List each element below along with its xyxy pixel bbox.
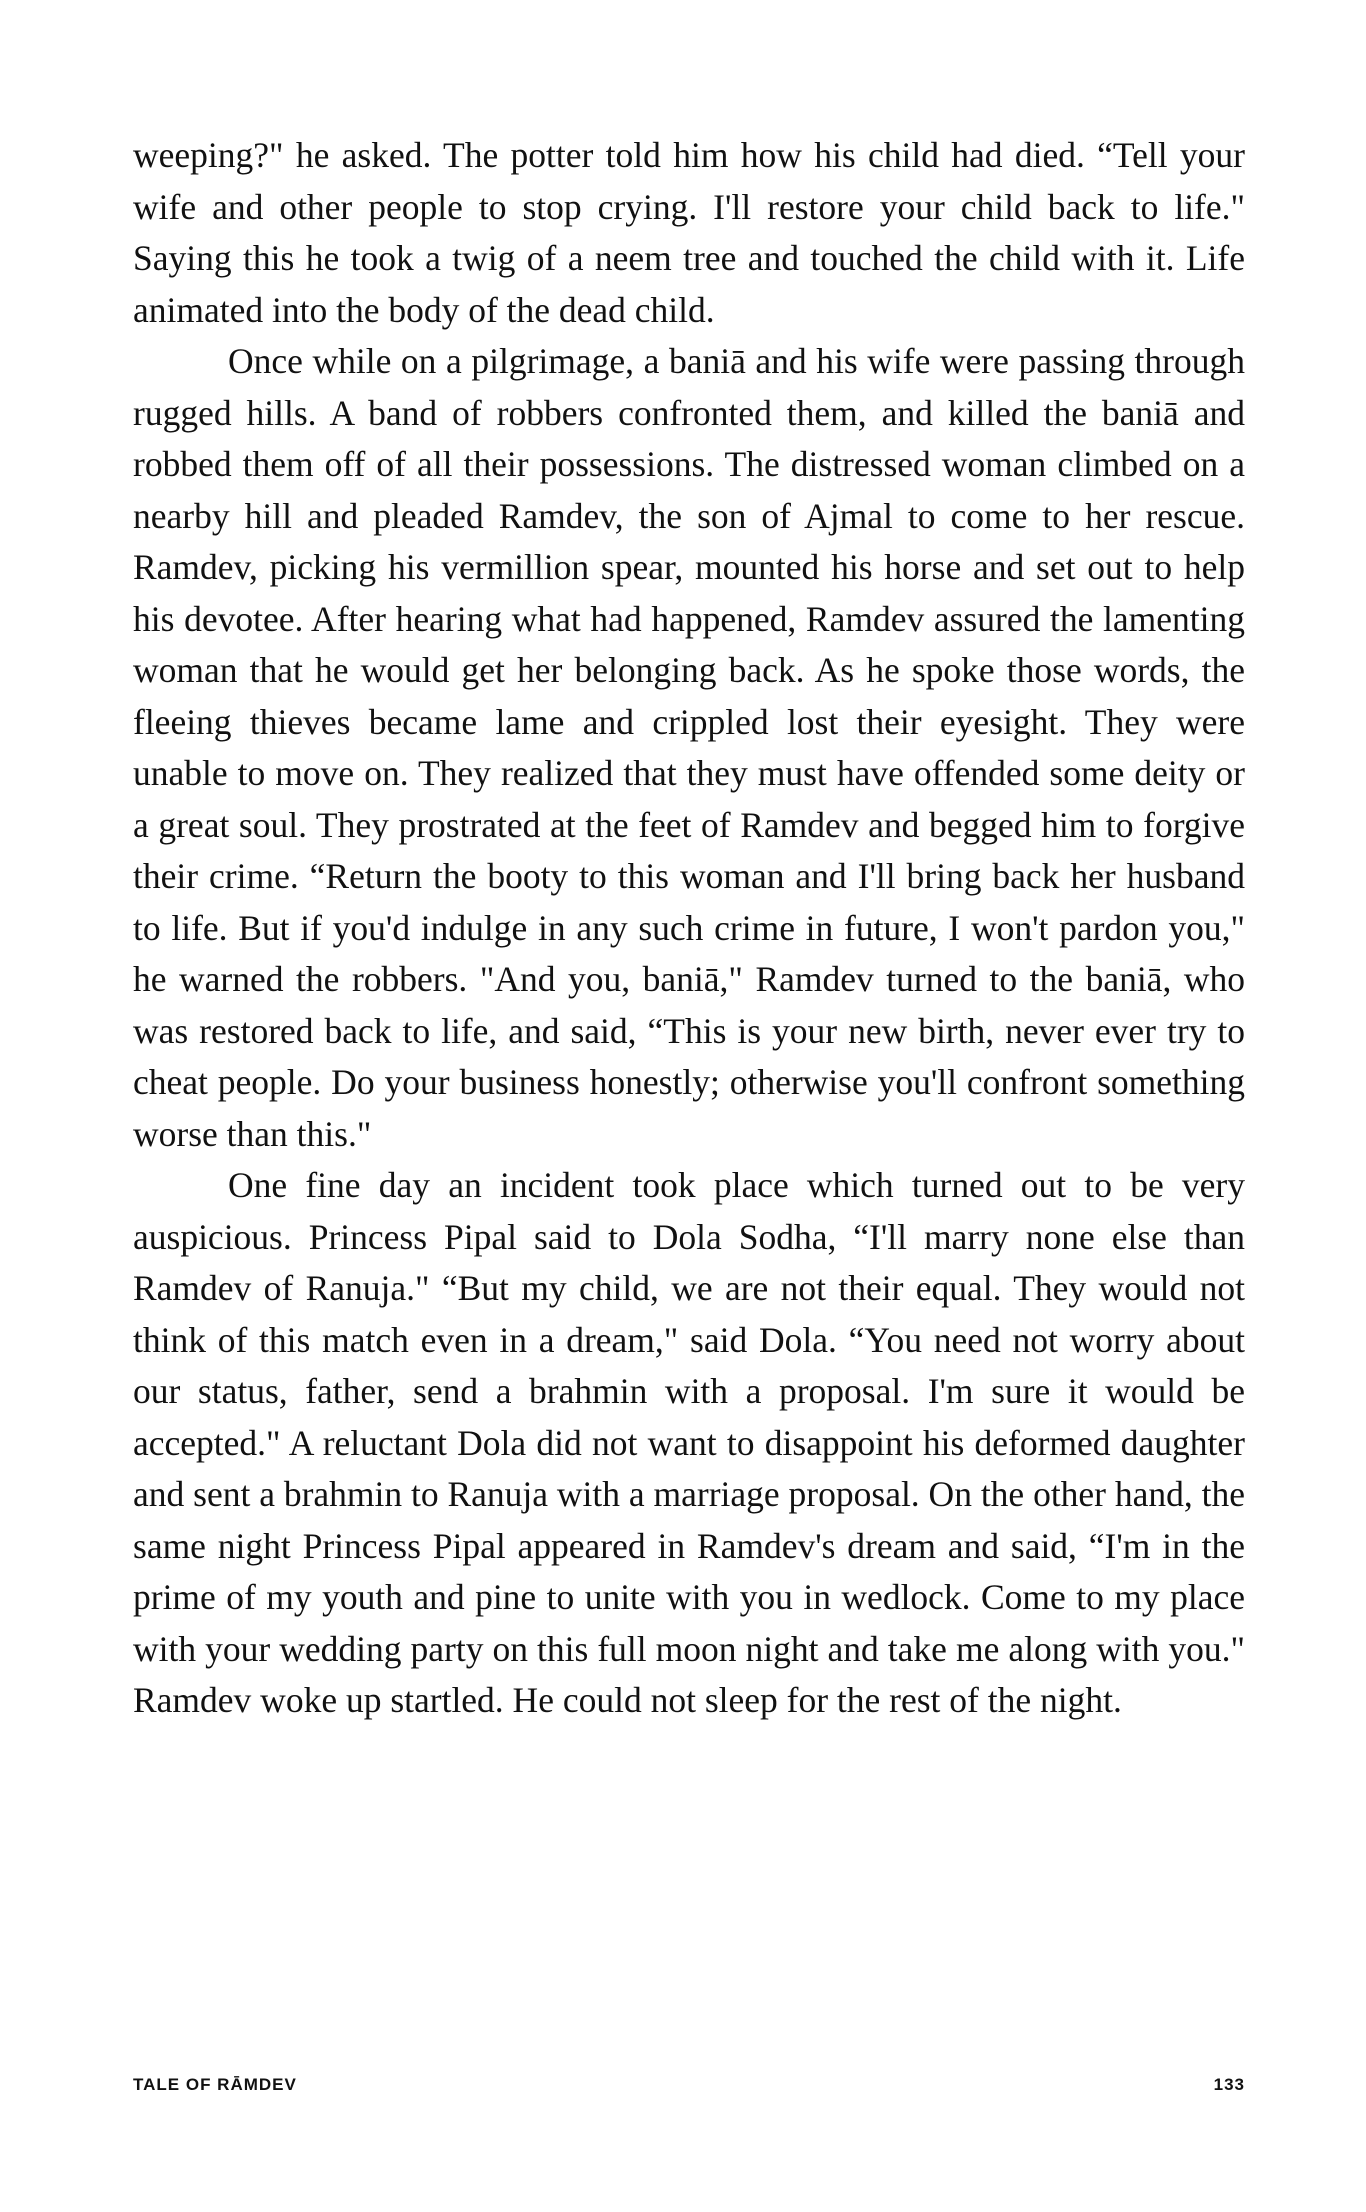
running-footer-title: TALE OF RĀMDEV <box>133 2075 297 2094</box>
page-body <box>133 130 1245 1727</box>
page-number: 133 <box>1213 2075 1245 2094</box>
paragraph-1: weeping?" he asked. The potter told him how his child had died. “Tell your wife and other people to stop crying. I'll restore your child back to life." Saying this he took a twig of a neem tree and touched the child with it. Life animated into the body of the dead child. <box>133 135 1245 330</box>
page-footer <box>133 2075 1245 2105</box>
paragraph-2: Once while on a pilgrimage, a baniā and his wife were passing through rugged hills. A band of robbers confronted them, and killed the baniā and robbed them off of all their possessions. The distressed woman climbed on a nearby hill and pleaded Ramdev, the son of Ajmal to come to her rescue. Ramdev, picking his vermillion spear, mounted his horse and set out to help his devotee. After hearing what had happened, Ramdev assured the lamenting woman that he would get her belonging back. As he spoke those words, the fleeing thieves became lame and crippled lost their eyesight. They were unable to move on. They realized that they must have offended some deity or a great soul. They prostrated at the feet of Ramdev and begged him to forgive their crime. “Return the booty to this woman and I'll bring back her husband to life. But if you'd indulge in any such crime in future, I won't pardon you," he warned the robbers. "And you, baniā," Ramdev turned to the baniā, who was restored back to life, and said, “This is your new birth, never ever try to cheat people. Do your business honestly; otherwise you'll confront something worse than this." <box>133 341 1245 1154</box>
paragraph-3: One fine day an incident took place which turned out to be very auspicious. Princess Pipal said to Dola Sodha, “I'll marry none else than Ramdev of Ranuja." “But my child, we are not their equal. They would not think of this match even in a dream," said Dola. “You need not worry about our status, father, send a brahmin with a proposal. I'm sure it would be accepted." A reluctant Dola did not want to disappoint his deformed daughter and sent a brahmin to Ranuja with a marriage proposal. On the other hand, the same night Princess Pipal appeared in Ramdev's dream and said, “I'm in the prime of my youth and pine to unite with you in wedlock. Come to my place with your wedding party on this full moon night and take me along with you." Ramdev woke up startled. He could not sleep for the rest of the night. <box>133 1165 1246 1720</box>
